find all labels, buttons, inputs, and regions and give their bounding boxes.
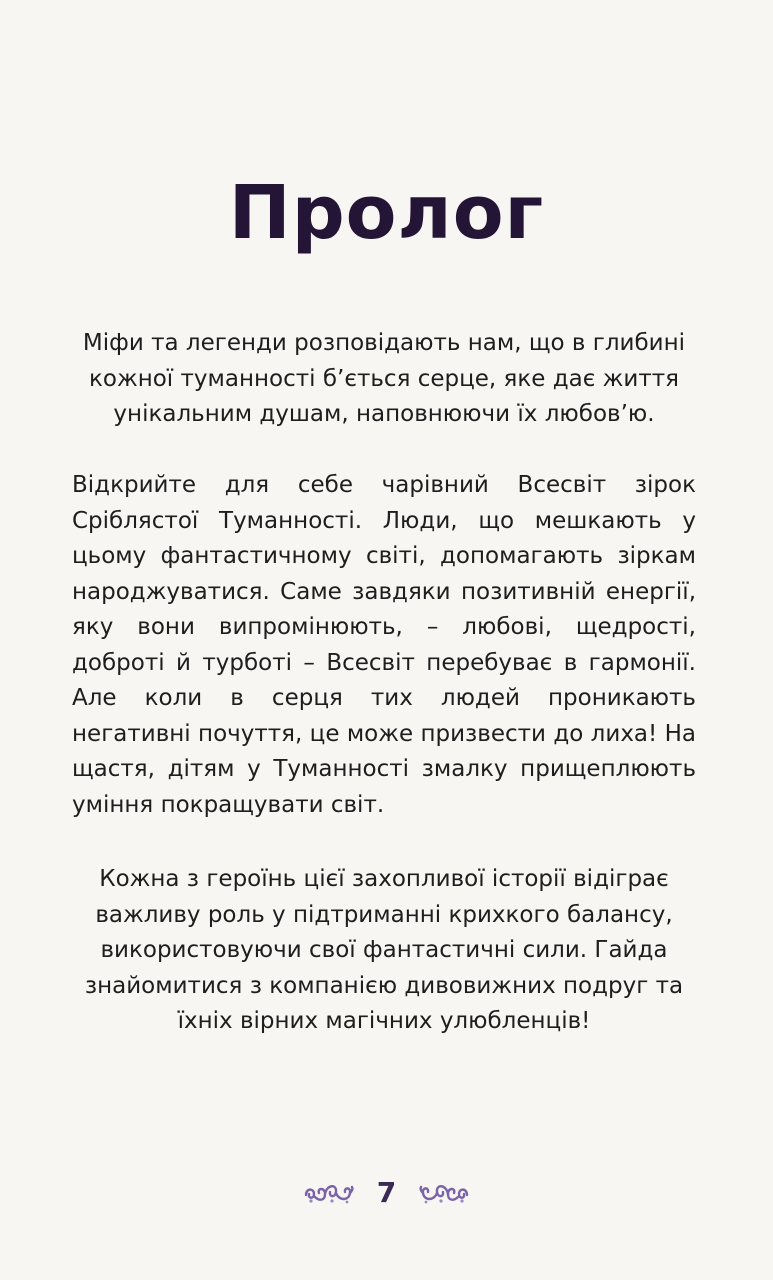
paragraph-1: Міфи та легенди розповідають нам, що в глибині кожної туманності б’ється серце, яке дає життя унікальним душам, наповнюючи їх любов’ю. (82, 330, 686, 427)
swirl-ornament-icon (303, 1179, 355, 1205)
page-title: Пролог (228, 170, 545, 256)
swirl-ornament-icon (418, 1179, 470, 1205)
page-footer (0, 1172, 773, 1212)
page-number: 7 (376, 1175, 397, 1209)
paragraph-3: Кожна з героїнь цієї захопливої історії відіграє важливу роль у підтриманні крихкого балансу, використовуючи свої фантастичні сили. Гайда знайомитися з компанією дивовижних подруг та їхніх вірних магічних улюбленців! (84, 866, 684, 1034)
paragraph-2: Відкрийте для себе чарівний Всесвіт зірок Сріблястої Туманності. Люди, що мешкають у цьому фантастичному світі, допомагають зіркам народжуватися. Саме завдяки позитивній енергії, яку вони випромінюють, – любові, щедрості, доброті й турботі – Всесвіт перебуває в гармонії. Але коли в серця тих людей проникають негативні почуття, це може призвести до лиха! На щастя, дітям у Туманності змалку прищеплюють уміння покращувати світ. (72, 472, 696, 818)
